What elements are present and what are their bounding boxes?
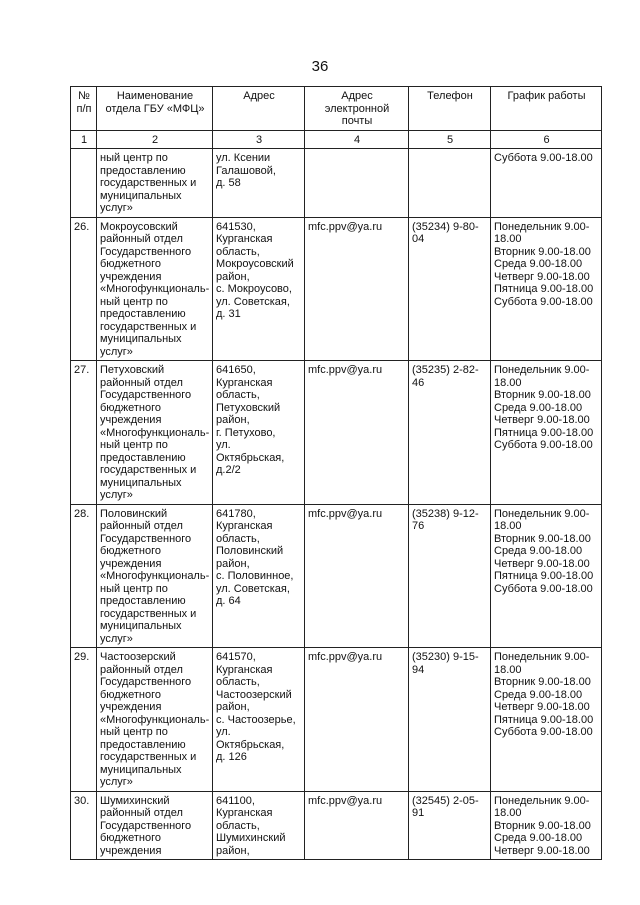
address: 641650, Курганская область, Петуховский район, г. Петухово, ул. Октябрьская, д.2/2 (213, 361, 305, 505)
header-department-name: Наименование отдела ГБУ «МФЦ» (97, 87, 213, 131)
phone: (32545) 2-05- 91 (409, 791, 491, 860)
table-row (71, 648, 602, 792)
column-number: 4 (305, 130, 409, 149)
address: 641780, Курганская область, Половинский район, с. Половинное, ул. Советская, д. 64 (213, 504, 305, 648)
department-name: ный центр по предоставлению государственных и муниципальных услуг» (97, 149, 213, 218)
column-number: 6 (491, 130, 602, 149)
table-row (71, 504, 602, 648)
phone: (35238) 9-12- 76 (409, 504, 491, 648)
department-name: Частоозерский районный отдел Государственного бюджетного учреждения «Многофункциональ- ный центр по предоставлению государственных и муниципальных услуг» (97, 648, 213, 792)
header-number: № п/п (71, 87, 97, 131)
email (305, 149, 409, 218)
column-number: 1 (71, 130, 97, 149)
column-number: 2 (97, 130, 213, 149)
email: mfc.ppv@ya.ru (305, 648, 409, 792)
table-row (71, 361, 602, 505)
row-number: 27. (71, 361, 97, 505)
mfc-departments-table (70, 86, 602, 860)
phone (409, 149, 491, 218)
email: mfc.ppv@ya.ru (305, 504, 409, 648)
table-header-row (71, 87, 602, 131)
schedule: Понедельник 9.00- 18.00 Вторник 9.00-18.00 Среда 9.00-18.00 Четверг 9.00-18.00 Пятница 9.00-18.00 Суббота 9.00-18.00 (491, 217, 602, 361)
table-row (71, 791, 602, 860)
column-number-row (71, 130, 602, 149)
row-number (71, 149, 97, 218)
header-address: Адрес (213, 87, 305, 131)
header-schedule: График работы (491, 87, 602, 131)
row-number: 30. (71, 791, 97, 860)
schedule: Понедельник 9.00- 18.00 Вторник 9.00-18.00 Среда 9.00-18.00 Четверг 9.00-18.00 Пятница 9.00-18.00 Суббота 9.00-18.00 (491, 648, 602, 792)
department-name: Мокроусовский районный отдел Государственного бюджетного учреждения «Многофункциональ- ный центр по предоставлению государственных и муниципальных услуг» (97, 217, 213, 361)
phone: (35234) 9-80- 04 (409, 217, 491, 361)
address: ул. Ксении Галашовой, д. 58 (213, 149, 305, 218)
email: mfc.ppv@ya.ru (305, 361, 409, 505)
row-number: 28. (71, 504, 97, 648)
column-number: 5 (409, 130, 491, 149)
row-number: 26. (71, 217, 97, 361)
address: 641570, Курганская область, Частоозерский район, с. Частоозерье, ул. Октябрьская, д. 126 (213, 648, 305, 792)
department-name: Петуховский районный отдел Государственного бюджетного учреждения «Многофункциональ- ный центр по предоставлению государственных и муниципальных услуг» (97, 361, 213, 505)
page-number: 36 (311, 58, 329, 75)
schedule: Суббота 9.00-18.00 (491, 149, 602, 218)
department-name: Половинский районный отдел Государственного бюджетного учреждения «Многофункциональ- ный центр по предоставлению государственных и муниципальных услуг» (97, 504, 213, 648)
address: 641530, Курганская область, Мокроусовский район, с. Мокроусово, ул. Советская, д. 31 (213, 217, 305, 361)
schedule: Понедельник 9.00- 18.00 Вторник 9.00-18.00 Среда 9.00-18.00 Четверг 9.00-18.00 Пятница 9.00-18.00 Суббота 9.00-18.00 (491, 504, 602, 648)
schedule: Понедельник 9.00- 18.00 Вторник 9.00-18.00 Среда 9.00-18.00 Четверг 9.00-18.00 (491, 791, 602, 860)
department-name: Шумихинский районный отдел Государственного бюджетного учреждения (97, 791, 213, 860)
table-row (71, 149, 602, 218)
email: mfc.ppv@ya.ru (305, 217, 409, 361)
table-row (71, 217, 602, 361)
header-email: Адрес электронной почты (305, 87, 409, 131)
column-number: 3 (213, 130, 305, 149)
schedule: Понедельник 9.00- 18.00 Вторник 9.00-18.00 Среда 9.00-18.00 Четверг 9.00-18.00 Пятница 9.00-18.00 Суббота 9.00-18.00 (491, 361, 602, 505)
address: 641100, Курганская область, Шумихинский район, (213, 791, 305, 860)
phone: (35230) 9-15- 94 (409, 648, 491, 792)
email: mfc.ppv@ya.ru (305, 791, 409, 860)
phone: (35235) 2-82- 46 (409, 361, 491, 505)
row-number: 29. (71, 648, 97, 792)
header-phone: Телефон (409, 87, 491, 131)
